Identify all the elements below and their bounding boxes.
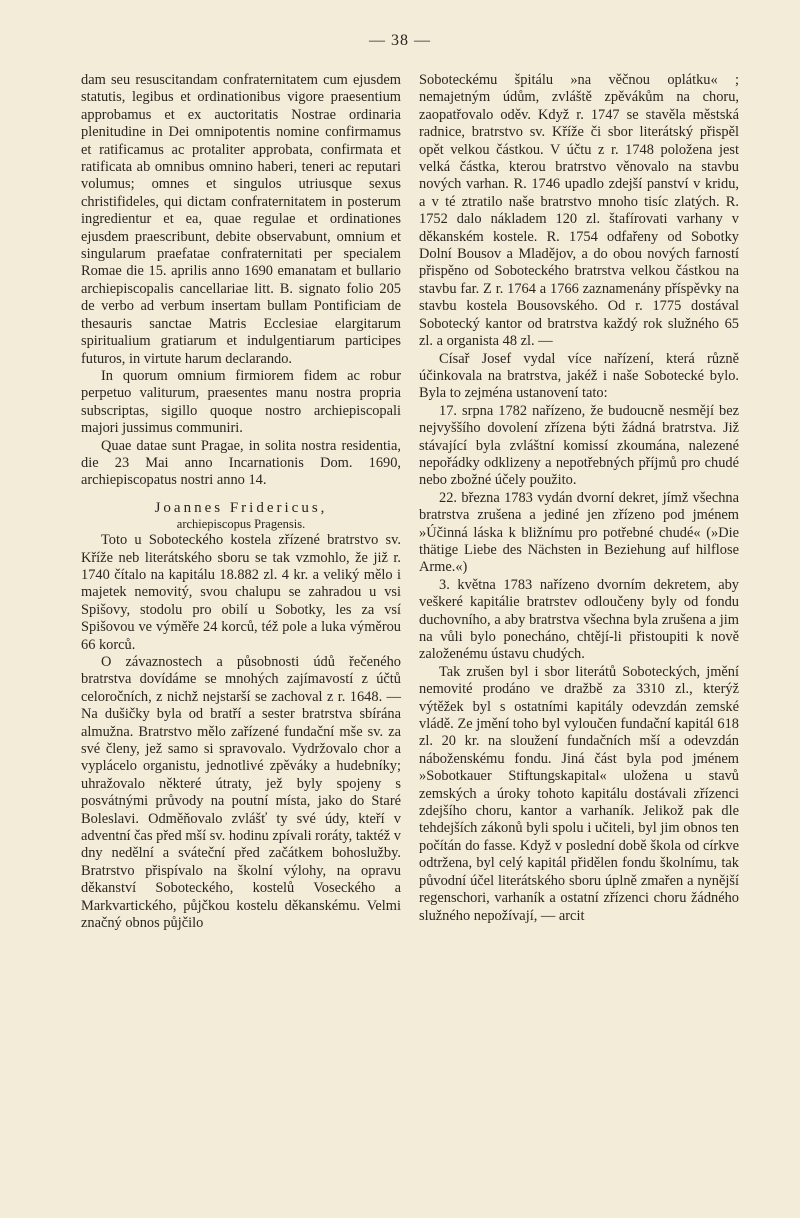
latin-sealing-paragraph: In quorum omnium firmiorem fidem ac robur perpetuo valiturum, praesentes manu nostra propria subscriptas, sigillo quoque nostro archiepiscopali majori jussimus communiri. — [81, 367, 401, 437]
latin-dating-paragraph: Quae datae sunt Pragae, in solita nostra residentia, die 23 Mai anno Incarnationis Dom. 1690, archiepiscopatus nostri anno 14. — [81, 437, 401, 489]
decree-march-1783-paragraph: 22. března 1783 vydán dvorní dekret, jímž všechna bratrstva zrušena a jediné jen zřízeno pod jménem »Účinná láska k bližnímu pro potřebné chudé« (»Die thätige Liebe des Nächsten in Beziehung auf hilflose Arme.«) — [419, 489, 739, 576]
signature-title: archiepiscopus Pragensis. — [176, 517, 306, 532]
page-number: — 38 — — [369, 32, 431, 49]
emperor-joseph-paragraph: Císař Josef vydal více nařízení, která různě účinkovala na bratrstva, jakéž i naše Sobotecké bylo. Byla to zejména ustanovení tato: — [419, 350, 739, 402]
left-column — [81, 72, 401, 933]
brotherhood-duties-paragraph: O závaznostech a působnosti údů řečeného bratrstva dovídáme se mnohých zajímavostí z účtů celoročních, z nichž nejstarší se zachoval z r. 1648. — Na dušičky byla od bratří a sester bratrstva sbírána almužna. Bratrstvo mělo zařízené fundační mše sv. za své členy, jež samo si spravovalo. Vydržovalo chor a vyplácelo organistu, jednotlivé zpěváky a hudebníky; uhražovalo některé útraty, jež byly spojeny s posvátnými průvody na poutní místa, jako do Staré Boleslavi. Odměňovalo zvlášť ty své údy, kteří v adventní čas před mší sv. hodinu zpívali roráty, taktéž v dny nedělní a sváteční před začátkem bohoslužby. Bratrstvo přispívalo na školní výlohy, na opravu děkanství Soboteckého, kostelů Voseckého a Markvartického, půjčkou kostelu děkanskému. Velmi značný obnos půjčilo — [81, 654, 401, 932]
right-column — [419, 72, 739, 925]
decree-1782-paragraph: 17. srpna 1782 nařízeno, že budoucně nesmějí bez nejvyššího dovolení zřízena býti žádná bratrstva. Již stávající byla zvláštní komissí zkoumána, nalezené nepořádky odklizeny a nepotřebných příjmů pro chudé nebo zbožné účely použito. — [419, 402, 739, 489]
decree-may-1783-paragraph: 3. května 1783 nařízeno dvorním dekretem, aby veškeré kapitálie bratrstev odloučeny byly od fondu duchovního, a aby bratrstva všechna byla zrušena a jim na vůli bylo ponecháno, chtějí-li přistoupiti k nově založenému ústavu chudých. — [419, 576, 739, 663]
signature-name: Joannes Fridericus, — [154, 499, 328, 516]
dissolution-paragraph: Tak zrušen byl i sbor literátů Soboteckých, jmění nemovité prodáno ve dražbě za 3310 zl., kterýž výtěžek byl s ostatními kapitály odevzdán zemské vládě. Ze jmění toho byl vyloučen fundační kapitál 618 zl. 20 kr. na sloužení fundačních mší a odevzdán náboženskému fondu. Jiná část byla pod jménem »Sobotkauer Stiftungskapital« uložena u stavů zemských a úroky tohoto kapitálu dostávali zřízenci zdejšího choru, kantor a varhaník. Jelikož pak dle tehdejších zákonů byli spolu i učiteli, byl jim obnos ten počítán do fasse. Když v poslední době škola od církve odtržena, byl celý kapitál přidělen fondu školnímu, tak původní účel literátského sboru úplně zmařen a nynější regenschori, varhaník a ostatní zřízenci choru žádného služného nepožívají, — arcit — [419, 663, 739, 924]
signature-block — [81, 500, 401, 532]
brotherhood-property-paragraph: Toto u Soboteckého kostela zřízené bratrstvo sv. Kříže neb literátského sboru se tak vzmohlo, že již r. 1740 čítalo na kapitálu 18.882 zl. 4 kr. a veliký mělo i majetek nemovitý, svou chalupu se zahradou u vsi Spišovy, stodolu pro obilí u Sobotky, les za vsí Spišovou ve výměře 24 korců, též pole a luka výměrou 66 korců. — [81, 532, 401, 653]
continuation-paragraph: Soboteckému špitálu »na věčnou oplátku« ; nemajetným údům, zvláště zpěvákům na choru, zaopatřovalo oděv. Když r. 1747 se stavěla městská radnice, bratrstvo sv. Kříže či sbor literátský přispěl opět velkou částkou. V účtu z r. 1748 položena jest velká částka, kterou bratrstvo věnovalo na stavbu nových varhan. R. 1746 upadlo zdejší panství v kridu, a v té ztratilo naše bratrstvo mnoho tisíc zlatých. R. 1752 dalo nákladem 120 zl. štafírovati varhany v děkanském kostele. R. 1754 odfařeny od Sobotky Dolní Bousov a Mladějov, a do obou nových farností přispěno od Soboteckého bratrstva velkou částkou na stavbu far. Z r. 1764 a 1766 zaznamenány příspěvky na stavbu kostela Bousovského. Od r. 1775 dostával Sobotecký kantor od bratrstva každý rok služného 65 zl. a organista 48 zl. — — [419, 72, 739, 350]
latin-decree-paragraph: dam seu resuscitandam confraternitatem cum ejusdem statutis, legibus et ordinationibus vigore praesentium approbamus et ex auctoritatis Nostrae ordinaria plenitudine in Dei omnipotentis nomine confirmamus et ratificamus ac protaliter approbata, confirmata et ratificata ab omnibus omnino haberi, teneri ac reputari volumus; omnes et singulos utriusque sexus christifideles, qui dictam confraternitatem in posterum ingredientur et ea, quae regulae et ordinationes ejusdem praescribunt, debite observabunt, omnium et singularum praefatae confraternitati per specialem Romae die 15. aprilis anno 1690 emanatam et bullario archiepiscopalis cancellariae litt. B. signato folio 205 de verbo ad verbum insertam bullam Pontificiam de thesauris sanctae Matris Ecclesiae elargitarum spiritualium gratiarum et indulgentiarum participes futuros, in virtute harum declarando. — [81, 72, 401, 367]
